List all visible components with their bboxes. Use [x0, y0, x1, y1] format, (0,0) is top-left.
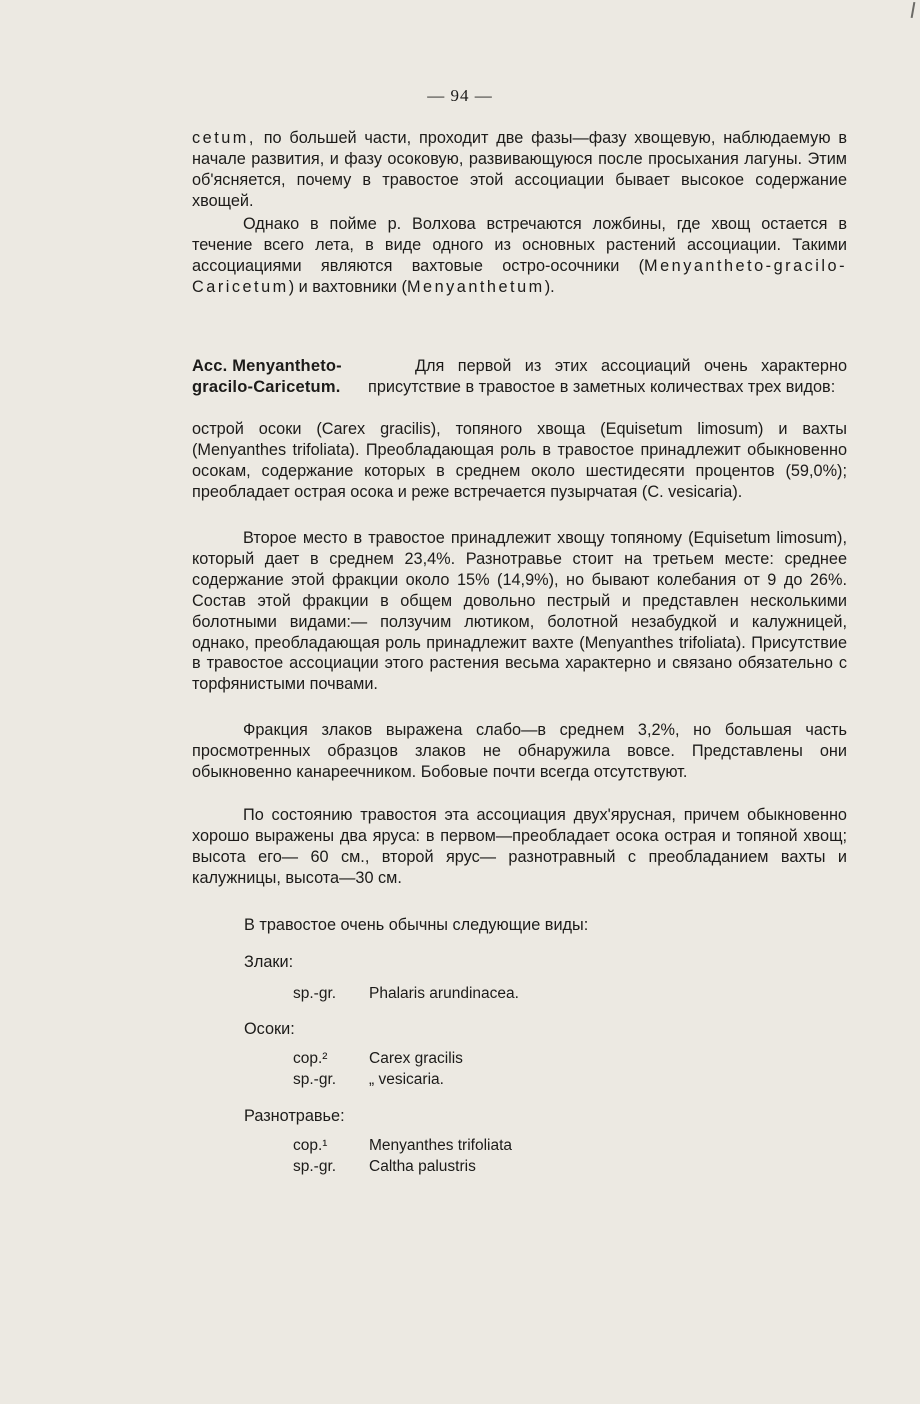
group-title-grasses: Злаки:	[244, 953, 294, 971]
species-name: Menyanthes trifoliata	[369, 1137, 513, 1154]
section-paragraph-4: По состоянию травостоя эта ассоциация двух'ярусная, причем обыкновенно хорошо выражены два яруса: в первом—преобладает осока острая и топяной хвощ; высота его— 60 см., второй ярус— разнотравный с преобладанием вахты и калужницы, высота—30 см.	[192, 806, 847, 887]
intro-paragraph-2-text-a: Однако в пойме р. Волхова встречаются ложбины, где хвощ остается в течение всего лета, в виде одного из основных растений ассоциации. Такими ассоциациями являются вахтовые остро-осочники (	[192, 215, 847, 275]
intro-paragraph-1-text: по большей части, проходит две фазы—фазу хвощевую, наблюдаемую в начале развития, и фазу осоковую, развивающуюся после просыхания лагуны. Этим об'ясняется, почему в травостое этой ассоциации бывает высокое содержание хвощей.	[192, 129, 847, 210]
section-paragraph-3: Фракция злаков выражена слабо—в среднем 3,2%, но большая часть просмотренных образцов злаков не обнаружила вовсе. Представлены они обыкновенно канареечником. Бобовые почти всегда отсутствуют.	[192, 721, 847, 781]
species-name: Carex gracilis	[369, 1050, 463, 1067]
species-name: Caltha palustris	[369, 1158, 476, 1175]
section-heading-line-1: Асс. Menyantheto-	[192, 357, 342, 375]
section-paragraph-1-start: Для первой из этих ассоциаций очень характерно присутствие в травостое в заметных количествах трех видов:	[368, 357, 847, 396]
intro-latin-fragment: cetum,	[192, 129, 256, 147]
page-edge-mark	[911, 2, 916, 18]
species-abundance: sp.-gr.	[293, 1158, 337, 1175]
intro-paragraph-1	[192, 128, 847, 212]
association-name-2: Menyanthetum	[406, 277, 545, 296]
group-title-forbs: Разнотравье:	[244, 1107, 345, 1125]
section-paragraph-1-continued: острой осоки (Carex gracilis), топяного хвоща (Equisetum limosum) и вахты (Menyanthes trifoliata). Преобладающая роль в травостое принадлежит обыкновенно осокам, содержание которых в среднем около шестидесяти процентов (59,0%); преобладает острая осока и реже встречается пузырчатая (C. vesicaria).	[192, 420, 847, 501]
species-name: „ vesicaria.	[369, 1071, 444, 1088]
intro-paragraph-2-text-c: ).	[544, 277, 555, 296]
intro-paragraph-2-text-b: ) и вахтовники (	[288, 277, 407, 296]
species-name: Phalaris arundinacea.	[369, 985, 519, 1002]
intro-paragraph-2	[192, 214, 847, 298]
association-name-1: Menyantheto-gracilo-Caricetum	[192, 256, 847, 296]
species-abundance: sp.-gr.	[293, 985, 337, 1002]
page-number: — 94 —	[427, 86, 493, 105]
species-abundance: cop.¹	[293, 1137, 328, 1154]
species-abundance: sp.-gr.	[293, 1071, 337, 1088]
group-title-sedges: Осоки:	[244, 1020, 295, 1038]
section-heading-line-2: gracilo-Caricetum.	[192, 378, 341, 396]
section-paragraph-2: Второе место в травостое принадлежит хвощу топяному (Equisetum limosum), который дает в среднем 23,4%. Разнотравье стоит на третьем месте: среднее содержание этой фракции около 15% (14,9%), но бывают колебания от 9 до 26%. Состав этой фракции в общем довольно пестрый и представлен несколькими болотными видами:— ползучим лютиком, болотной незабудкой и калужницей, однако, преобладающая роль принадлежит вахте (Menyanthes trifoliata). Присутствие в травостое ассоциации этого растения весьма характерно и связано обязательно с торфянистыми почвами.	[192, 529, 847, 694]
section-heading	[192, 356, 342, 398]
species-list-intro: В травостое очень обычны следующие виды:	[244, 916, 589, 934]
species-abundance: cop.²	[293, 1050, 328, 1067]
